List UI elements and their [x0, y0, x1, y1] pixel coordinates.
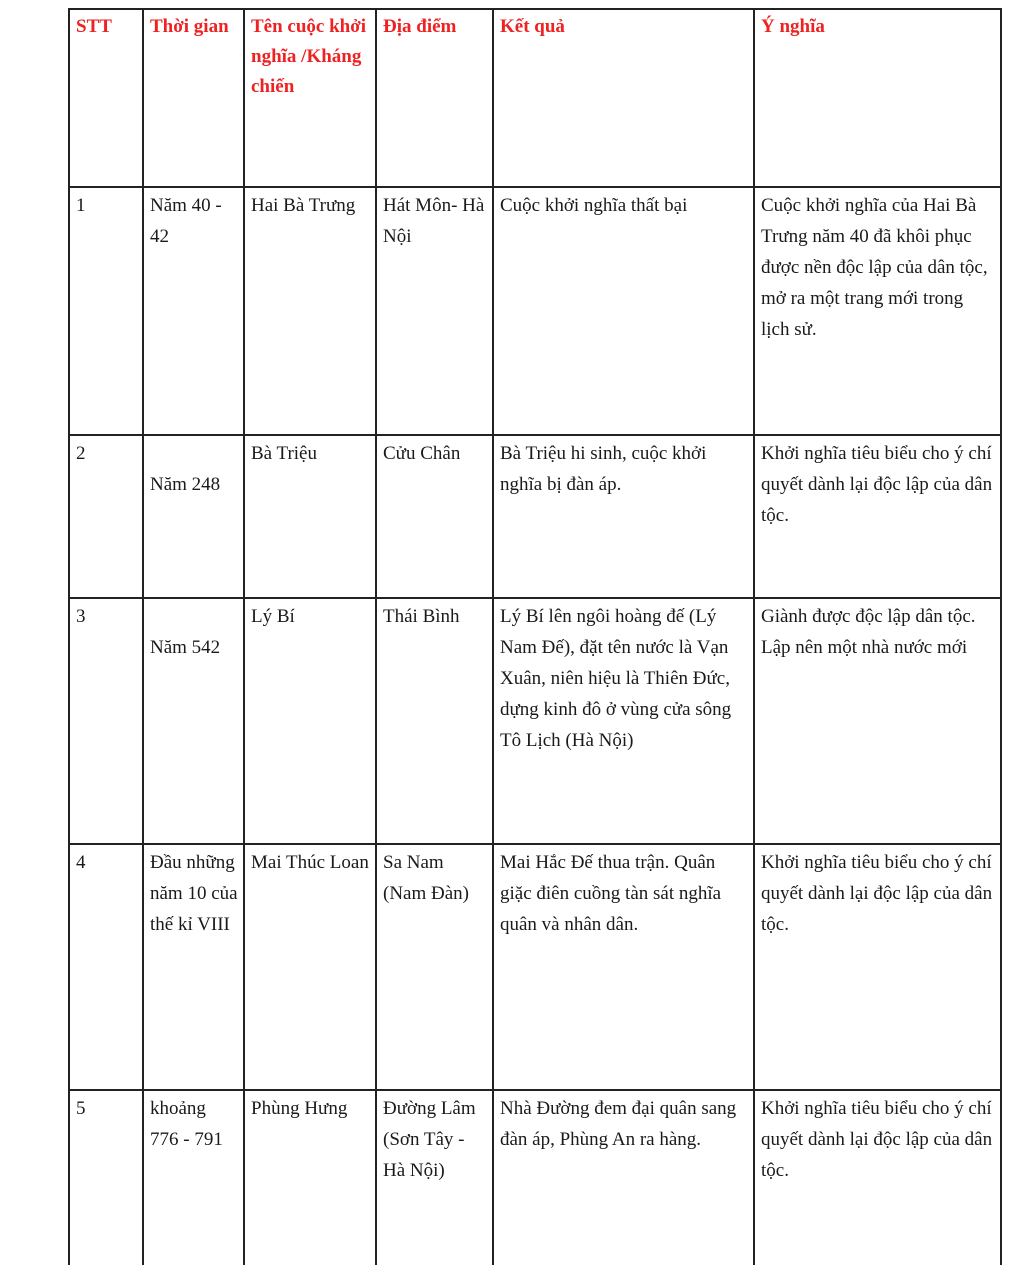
cell-ket-qua-value: Bà Triệu hi sinh, cuộc khởi nghĩa bị đàn áp. [500, 443, 707, 495]
column-header-thoi-gian-label: Thời gian [150, 16, 229, 37]
cell-y-nghia-value: Giành được độc lập dân tộc. Lập nên một nhà nước mới [761, 606, 976, 658]
cell-thoi-gian-value: Năm 248 [150, 474, 221, 495]
cell-ten-cuoc-khoi-nghia-value: Mai Thúc Loan [251, 852, 369, 873]
cell-stt-value: 2 [76, 443, 86, 464]
cell-ket-qua-value: Mai Hắc Đế thua trận. Quân giặc điên cuồng tàn sát nghĩa quân và nhân dân. [500, 852, 722, 935]
cell-thoi-gian-value: khoảng 776 - 791 [150, 1098, 223, 1150]
cell-ket-qua-value: Lý Bí lên ngôi hoàng đế (Lý Nam Đế), đặt tên nước là Vạn Xuân, niên hiệu là Thiên Đức, dựng kinh đô ở vùng cửa sông Tô Lịch (Hà Nội) [500, 606, 732, 751]
cell-stt [69, 187, 143, 435]
cell-ten-cuoc-khoi-nghia-value: Phùng Hưng [251, 1098, 348, 1119]
table-row [69, 598, 1001, 844]
cell-ket-qua [493, 187, 754, 435]
cell-stt [69, 1090, 143, 1265]
cell-ten-cuoc-khoi-nghia-value: Bà Triệu [251, 443, 317, 464]
cell-y-nghia [754, 598, 1001, 844]
table-row [69, 844, 1001, 1090]
cell-ket-qua-value: Cuộc khởi nghĩa thất bại [500, 195, 688, 216]
cell-stt [69, 598, 143, 844]
cell-ket-qua [493, 1090, 754, 1265]
table-header-row [69, 9, 1001, 187]
table-row [69, 435, 1001, 598]
cell-thoi-gian [143, 1090, 244, 1265]
column-header-dia-diem [376, 9, 493, 187]
cell-thoi-gian [143, 598, 244, 844]
table-row [69, 1090, 1001, 1265]
cell-dia-diem [376, 598, 493, 844]
cell-thoi-gian [143, 844, 244, 1090]
cell-thoi-gian [143, 435, 244, 598]
cell-dia-diem [376, 1090, 493, 1265]
cell-dia-diem-value: Hát Môn- Hà Nội [383, 195, 485, 247]
cell-ten-cuoc-khoi-nghia [244, 844, 376, 1090]
table-header [69, 9, 1001, 187]
cell-ket-qua [493, 435, 754, 598]
cell-thoi-gian [143, 187, 244, 435]
cell-ten-cuoc-khoi-nghia [244, 598, 376, 844]
cell-dia-diem [376, 844, 493, 1090]
cell-y-nghia-value: Khởi nghĩa tiêu biểu cho ý chí quyết dành lại độc lập của dân tộc. [761, 443, 993, 526]
cell-stt-value: 1 [76, 195, 86, 216]
cell-y-nghia-value: Khởi nghĩa tiêu biểu cho ý chí quyết dành lại độc lập của dân tộc. [761, 1098, 993, 1181]
cell-stt-value: 4 [76, 852, 86, 873]
cell-ten-cuoc-khoi-nghia-value: Hai Bà Trưng [251, 195, 356, 216]
vietnamese-uprisings-table [68, 8, 1002, 1265]
cell-dia-diem-value: Cửu Chân [383, 443, 461, 464]
cell-ket-qua-value: Nhà Đường đem đại quân sang đàn áp, Phùng An ra hàng. [500, 1098, 737, 1150]
cell-y-nghia-value: Cuộc khởi nghĩa của Hai Bà Trưng năm 40 đã khôi phục được nền độc lập của dân tộc, mở ra một trang mới trong lịch sử. [761, 195, 988, 340]
cell-thoi-gian-value: Năm 542 [150, 637, 221, 658]
column-header-ket-qua-label: Kết quả [500, 16, 565, 37]
cell-ten-cuoc-khoi-nghia [244, 187, 376, 435]
cell-y-nghia-value: Khởi nghĩa tiêu biểu cho ý chí quyết dành lại độc lập của dân tộc. [761, 852, 993, 935]
column-header-thoi-gian [143, 9, 244, 187]
column-header-ten-cuoc-khoi-nghia-label: Tên cuộc khởi nghĩa /Kháng chiến [251, 16, 367, 97]
cell-dia-diem-value: Thái Bình [383, 606, 460, 627]
cell-dia-diem [376, 435, 493, 598]
column-header-ket-qua [493, 9, 754, 187]
cell-stt-value: 5 [76, 1098, 86, 1119]
cell-thoi-gian-value: Năm 40 - 42 [150, 195, 222, 247]
cell-ten-cuoc-khoi-nghia [244, 1090, 376, 1265]
column-header-dia-diem-label: Địa điểm [383, 16, 457, 37]
cell-y-nghia [754, 1090, 1001, 1265]
cell-dia-diem-value: Đường Lâm (Sơn Tây - Hà Nội) [383, 1098, 476, 1181]
cell-y-nghia [754, 435, 1001, 598]
cell-stt [69, 844, 143, 1090]
cell-ket-qua [493, 844, 754, 1090]
cell-dia-diem-value: Sa Nam (Nam Đàn) [383, 852, 469, 904]
cell-ten-cuoc-khoi-nghia [244, 435, 376, 598]
cell-stt [69, 435, 143, 598]
cell-dia-diem [376, 187, 493, 435]
column-header-y-nghia [754, 9, 1001, 187]
table-row [69, 187, 1001, 435]
column-header-stt-label: STT [76, 16, 112, 37]
cell-ket-qua [493, 598, 754, 844]
cell-y-nghia [754, 187, 1001, 435]
column-header-stt [69, 9, 143, 187]
cell-y-nghia [754, 844, 1001, 1090]
cell-thoi-gian-value: Đầu những năm 10 của thế kỉ VIII [150, 852, 238, 935]
table-body [69, 187, 1001, 1265]
cell-ten-cuoc-khoi-nghia-value: Lý Bí [251, 606, 295, 627]
cell-stt-value: 3 [76, 606, 86, 627]
column-header-ten-cuoc-khoi-nghia [244, 9, 376, 187]
column-header-y-nghia-label: Ý nghĩa [761, 16, 825, 37]
